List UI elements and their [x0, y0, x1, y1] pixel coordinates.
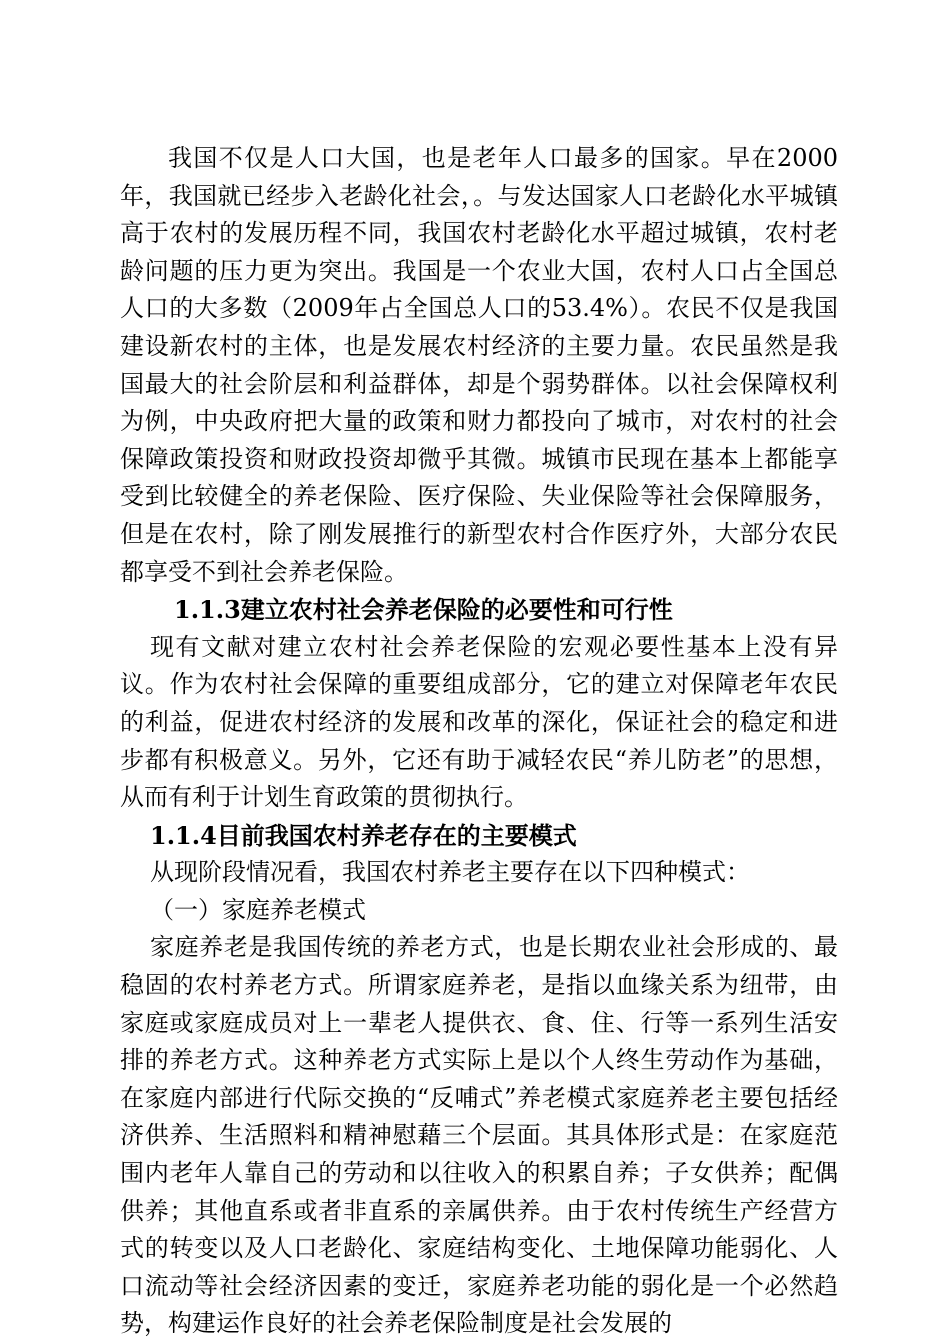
paragraph-population-aging: 我国不仅是人口大国，也是老年人口最多的国家。早在2000年，我国就已经步入老龄化社会，。与发达国家人口老龄化水平城镇高于农村的发展历程不同，我国农村老龄化水平超过城镇，农村老龄问题的压力更为突出。我国是一个农业大国，农村人口占全国总人口的大多数（2009年占全国总人口的53.4%）。农民不仅是我国建设新农村的主体，也是发展农村经济的主要力量。农民虽然是我国最大的社会阶层和利益群体，却是个弱势群体。以社会保障权利为例，中央政府把大量的政策和财力都投向了城市，对农村的社会保障政策投资和财政投资却微乎其微。城镇市民现在基本上都能享受到比较健全的养老保险、医疗保险、失业保险等社会保障服务，但是在农村，除了刚发展推行的新型农村合作医疗外，大部分农民都享受不到社会养老保险。	[120, 144, 838, 586]
subheading-family-pension: （一）家庭养老模式	[150, 895, 366, 924]
paragraph-necessity: 现有文献对建立农村社会养老保险的宏观必要性基本上没有异议。作为农村社会保障的重要组成部分，它的建立对保障老年农民的利益，促进农村经济的发展和改革的深化，保证社会的稳定和进步都有积极意义。另外，它还有助于减轻农民“养儿防老”的思想，从而有利于计划生育政策的贯彻执行。	[120, 632, 838, 812]
document-page	[120, 140, 838, 1343]
paragraph-family-pension: 家庭养老是我国传统的养老方式，也是长期农业社会形成的、最稳固的农村养老方式。所谓家庭养老，是指以血缘关系为纽带，由家庭或家庭成员对上一辈老人提供衣、食、住、行等一系列生活安排的养老方式。这种养老方式实际上是以个人终生劳动作为基础，在家庭内部进行代际交换的“反哺式”养老模式家庭养老主要包括经济供养、生活照料和精神慰藉三个层面。其具体形式是：在家庭范围内老年人靠自己的劳动和以往收入的积累自养；子女供养；配偶供养；其他直系或者非直系的亲属供养。由于农村传统生产经营方式的转变以及人口老龄化、家庭结构变化、土地保障功能弱化、人口流动等社会经济因素的变迁，家庭养老功能的弱化是一个必然趋势，构建运作良好的社会养老保险制度是社会发展的	[120, 933, 838, 1338]
paragraph-four-modes-intro: 从现阶段情况看，我国农村养老主要存在以下四种模式：	[150, 858, 750, 887]
section-heading-1-1-4: 1.1.4目前我国农村养老存在的主要模式	[150, 820, 577, 850]
section-heading-1-1-3: 1.1.3建立农村社会养老保险的必要性和可行性	[174, 595, 673, 625]
